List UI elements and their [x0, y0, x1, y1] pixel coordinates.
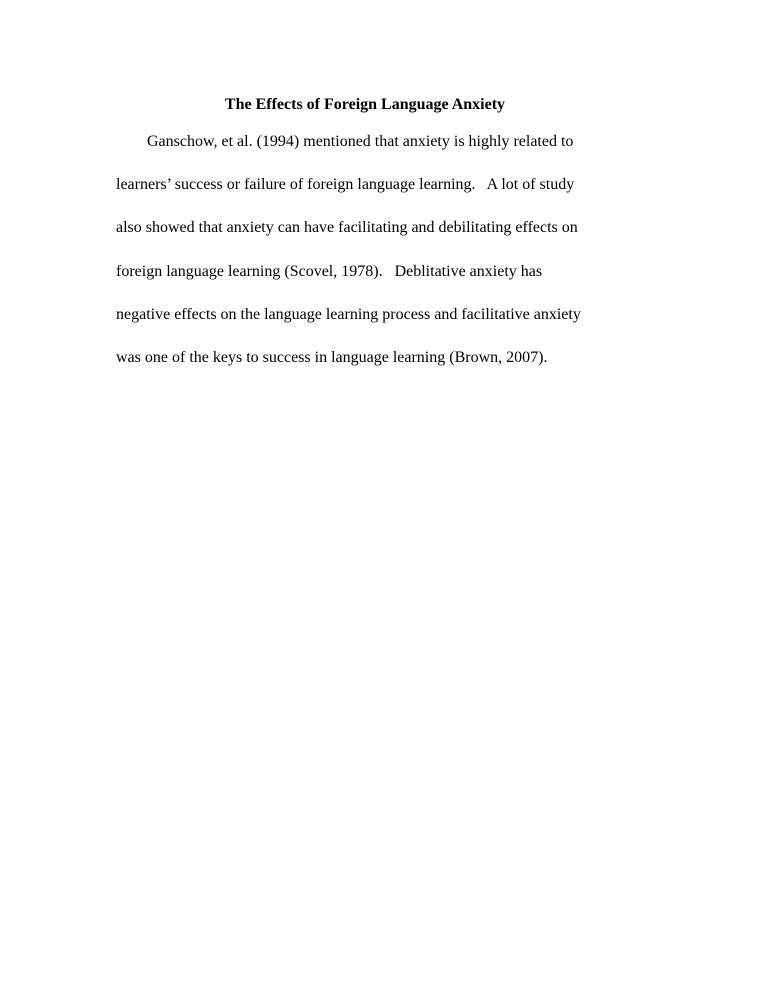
paragraph-line-3: also showed that anxiety can have facilitating and debilitating effects on	[116, 219, 578, 236]
paragraph-line-4: foreign language learning (Scovel, 1978). Deblitative anxiety has	[116, 263, 543, 280]
paragraph-line-6: was one of the keys to success in language learning (Brown, 2007).	[116, 349, 548, 366]
paragraph-line-2: learners’ success or failure of foreign language learning. A lot of study	[116, 176, 575, 193]
document-title: The Effects of Foreign Language Anxiety	[224, 96, 506, 113]
paragraph-line-1: Ganschow, et al. (1994) mentioned that anxiety is highly related to	[147, 133, 574, 150]
paragraph-line-5: negative effects on the language learning process and facilitative anxiety	[116, 306, 581, 323]
